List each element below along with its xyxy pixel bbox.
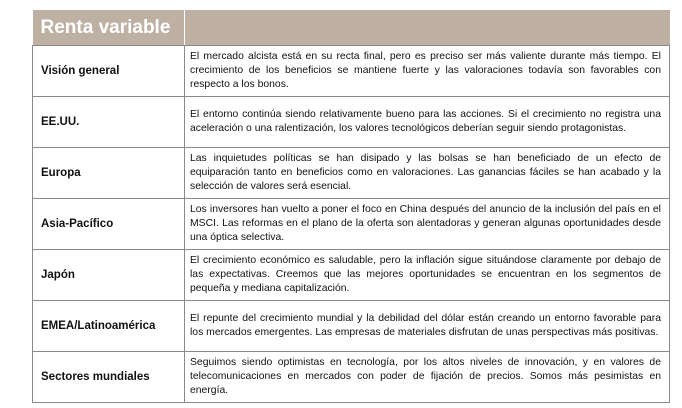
- outlook-text-cell: Seguimos siendo optimistas en tecnología, por los altos niveles de innovación, y en valores de telecomunicaciones en mercados con poder de fijación de precios. Somos más pesimistas en energía.: [185, 352, 670, 403]
- region-cell: Sectores mundiales: [33, 352, 185, 403]
- equity-outlook-table: [32, 10, 670, 403]
- table-row: [33, 199, 670, 250]
- region-cell: Visión general: [33, 46, 185, 97]
- region-cell: Japón: [33, 250, 185, 301]
- table-row: [33, 46, 670, 97]
- table-row: [33, 250, 670, 301]
- table-header-blank-cell: [185, 10, 670, 46]
- table-row: [33, 301, 670, 352]
- region-cell: Asia-Pacífico: [33, 199, 185, 250]
- region-cell: EE.UU.: [33, 97, 185, 148]
- table-header-row: [33, 10, 670, 46]
- region-cell: Europa: [33, 148, 185, 199]
- table-row: [33, 97, 670, 148]
- outlook-text-cell: El entorno continúa siendo relativamente bueno para las acciones. Si el crecimiento no registra una aceleración o una ralentización, los valores tecnológicos deberían seguir siendo protagonistas.: [185, 97, 670, 148]
- table-row: [33, 148, 670, 199]
- outlook-text-cell: Las inquietudes políticas se han disipado y las bolsas se han beneficiado de un efecto de equiparación tanto en beneficios como en valoraciones. Las ganancias fáciles se han acabado y la selección de valores será esencial.: [185, 148, 670, 199]
- equity-outlook-table-container: [32, 10, 669, 403]
- table-row: [33, 352, 670, 403]
- region-cell: EMEA/Latinoamérica: [33, 301, 185, 352]
- outlook-text-cell: El crecimiento económico es saludable, pero la inflación sigue situándose claramente por debajo de las expectativas. Creemos que las mejores oportunidades se encuentran en los segmentos de pequeña y mediana capitalización.: [185, 250, 670, 301]
- outlook-text-cell: Los inversores han vuelto a poner el foco en China después del anuncio de la inclusión del país en el MSCI. Las reformas en el plano de la oferta son alentadoras y generan algunas oportunidades desde una óptica selectiva.: [185, 199, 670, 250]
- table-title: Renta variable: [33, 10, 185, 46]
- outlook-text-cell: El mercado alcista está en su recta final, pero es preciso ser más valiente durante más tiempo. El crecimiento de los beneficios se mantiene fuerte y las valoraciones todavía son favorables con respecto a los bonos.: [185, 46, 670, 97]
- outlook-text-cell: El repunte del crecimiento mundial y la debilidad del dólar están creando un entorno favorable para los mercados emergentes. Las empresas de materiales disfrutan de unas perspectivas más positivas.: [185, 301, 670, 352]
